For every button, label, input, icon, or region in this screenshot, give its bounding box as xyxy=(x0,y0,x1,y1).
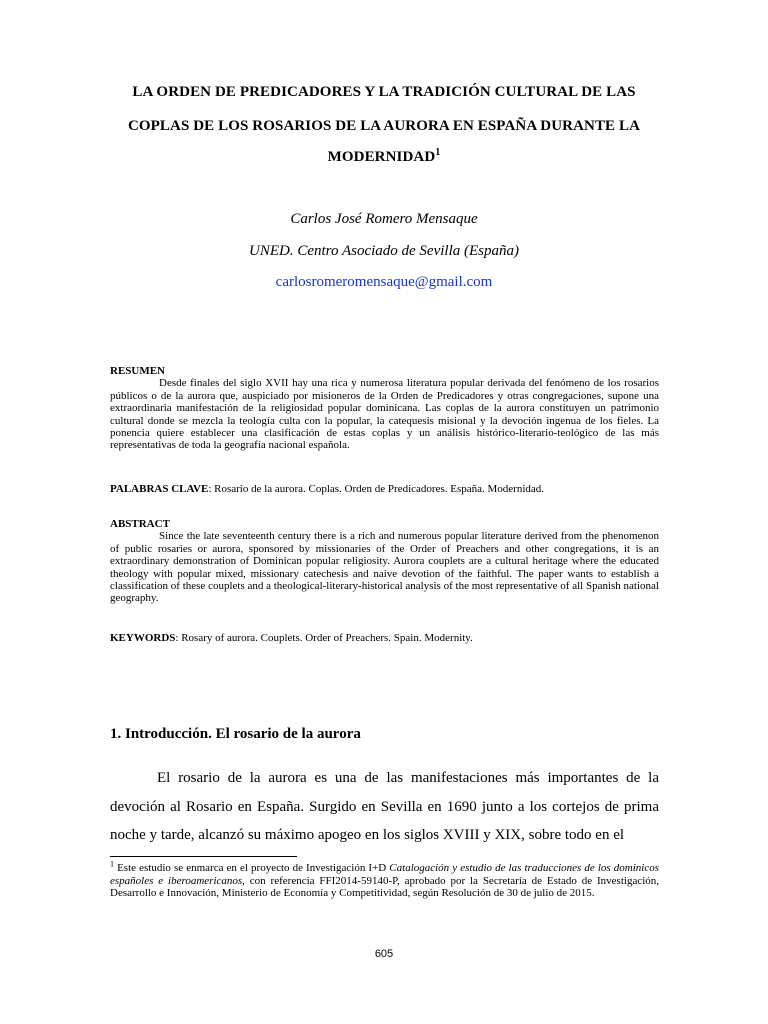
resumen-block xyxy=(110,365,659,452)
footnote-text-after: , con referencia FFI2014-59140-P, aprobado por la Secretaría de Estado de Investigación, Desarrollo e Innovación, Ministerio de Economía y Competitividad, según Resolución de 30 de julio de 2015. xyxy=(110,874,660,900)
title-line-3 xyxy=(0,149,768,166)
resumen-text: Desde finales del siglo XVII hay una rica y numerosa literatura popular derivada del fenómeno de los rosarios públicos o de la aurora que, auspiciado por misioneros de la Orden de Predicadores y otras congregaciones, supone una extraordinaria manifestación de la religiosidad popular dominicana. Las coplas de la aurora constituyen un patrimonio cultural donde se mezcla la teología culta con la popular, la catequesis misional y la devoción ingenua de los fieles. La ponencia quiere establecer una clasificación de estas coplas y un análisis histórico-literario-teológico de las más representativas de toda la geografía nacional española. xyxy=(110,377,659,452)
author-email-link[interactable]: carlosromeromensaque@gmail.com xyxy=(275,274,493,290)
footnote xyxy=(110,859,660,900)
keywords-text: : Rosary of aurora. Couplets. Order of Preachers. Spain. Modernity. xyxy=(175,632,473,644)
page-number: 605 xyxy=(374,948,394,960)
keywords-block xyxy=(110,632,659,644)
author-name: Carlos José Romero Mensaque xyxy=(290,211,478,227)
section-heading: 1. Introducción. El rosario de la aurora xyxy=(110,726,361,742)
palabras-clave-block xyxy=(110,483,659,495)
palabras-clave-text: : Rosario de la aurora. Coplas. Orden de Predicadores. España. Modernidad. xyxy=(208,483,545,495)
palabras-clave-label: PALABRAS CLAVE xyxy=(110,483,209,495)
title-line-2: COPLAS DE LOS ROSARIOS DE LA AURORA EN ESPAÑA DURANTE LA xyxy=(127,118,641,134)
abstract-text: Since the late seventeenth century there is a rich and numerous popular literature derived from the phenomenon of public rosaries or aurora, sponsored by missionaries of the Order of Preachers and other congregations, it is an extraordinary demonstration of Dominican popular religiosity. Aurora couplets are a cultural heritage where the educated theology with popular mixed, missionary catechesis and naive devotion of the faithful. The paper wants to establish a classification of these couplets and a theological-literary-historical analysis of the most representative of all Spanish national geography. xyxy=(110,530,659,605)
keywords-label: KEYWORDS xyxy=(110,632,176,644)
abstract-heading: ABSTRACT xyxy=(110,518,170,530)
title-footnote-marker[interactable]: 1 xyxy=(435,147,441,158)
intro-paragraph: El rosario de la aurora es una de las manifestaciones más importantes de la devoción al Rosario en España. Surgido en Sevilla en 1690 junto a los cortejos de prima noche y tarde, alcanzó su máximo apogeo en los siglos XVIII y XIX, sobre todo en el xyxy=(110,770,659,844)
author-affiliation: UNED. Centro Asociado de Sevilla (España) xyxy=(249,243,519,259)
footnote-marker: 1 xyxy=(110,859,114,869)
resumen-heading: RESUMEN xyxy=(110,365,166,377)
footnote-project-title: Catalogación y estudio de las traducciones de los dominicos españoles e iberoamericanos xyxy=(110,862,659,887)
footnote-divider xyxy=(110,856,297,857)
abstract-block xyxy=(110,518,659,605)
title-line-1: LA ORDEN DE PREDICADORES Y LA TRADICIÓN CULTURAL DE LAS xyxy=(132,84,636,100)
title-line-3-text: MODERNIDAD xyxy=(327,149,436,165)
footnote-text-before: Este estudio se enmarca en el proyecto de Investigación I+D xyxy=(114,862,390,874)
